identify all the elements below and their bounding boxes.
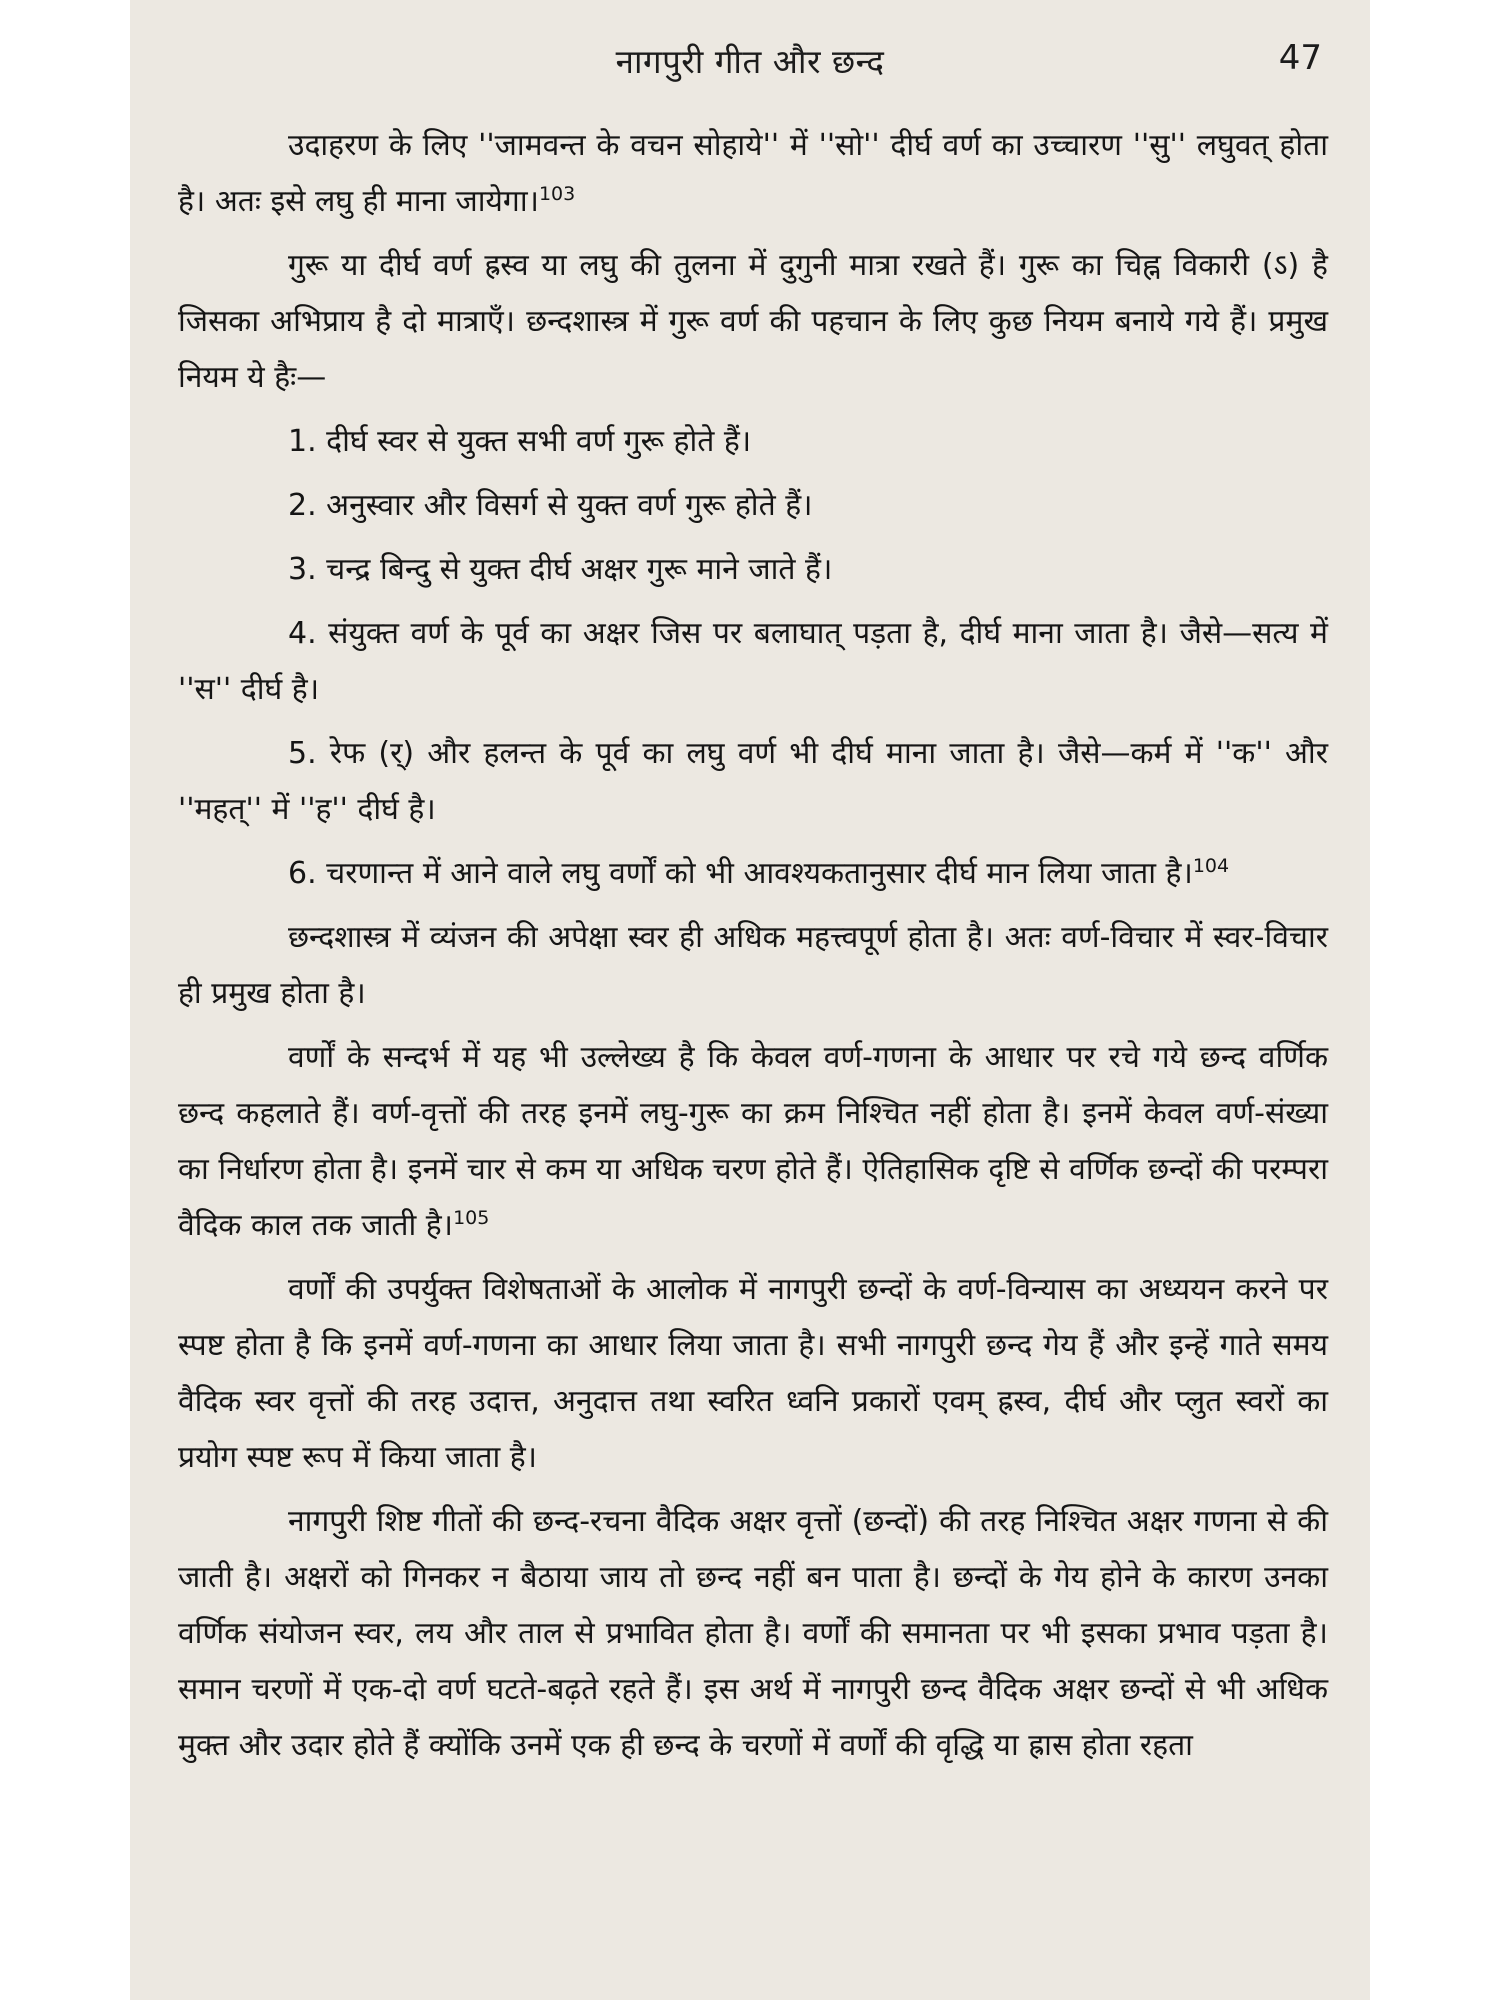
paragraph: नागपुरी शिष्ट गीतों की छन्द-रचना वैदिक अक्षर वृत्तों (छन्दों) की तरह निश्चित अक्षर गणना से की जाती है। अक्षरों को गिनकर न बैठाया जाय तो छन्द नहीं बन पाता है। छन्दों के गेय होने के कारण उनका वर्णिक संयोजन स्वर, लय और ताल से प्रभावित होता है। वर्णों की समानता पर भी इसका प्रभाव पड़ता है। समान चरणों में एक-दो वर्ण घटते-बढ़ते रहते हैं। इस अर्थ में नागपुरी छन्द वैदिक अक्षर छन्दों से भी अधिक मुक्त और उदार होते हैं क्योंकि उनमें एक ही छन्द के चरणों में वर्णों की वृद्धि या ह्रास होता रहता <box>178 1504 1328 1763</box>
paragraph: गुरू या दीर्घ वर्ण ह्रस्व या लघु की तुलना में दुगुनी मात्रा रखते हैं। गुरू का चिह्न विकारी (ऽ) है जिसका अभिप्राय है दो मात्राएँ। छन्दशास्त्र में गुरू वर्ण की पहचान के लिए कुछ नियम बनाये गये हैं। प्रमुख नियम ये हैः— <box>178 248 1328 395</box>
footnote-ref: 105 <box>453 1207 490 1229</box>
book-page <box>130 0 1370 2000</box>
paragraph: उदाहरण के लिए ''जामवन्त के वचन सोहाये'' में ''सो'' दीर्घ वर्ण का उच्चारण ''सु'' लघुवत् होता है। अतः इसे लघु ही माना जायेगा।$^{103}$ <box>178 128 1328 219</box>
page-number: 47 <box>1278 38 1322 78</box>
rule-item: 3. चन्द्र बिन्दु से युक्त दीर्घ अक्षर गुरू माने जाते हैं। <box>288 552 833 587</box>
rule-item: 1. दीर्घ स्वर से युक्त सभी वर्ण गुरू होते हैं। <box>288 424 752 459</box>
paragraph: वर्णों की उपर्युक्त विशेषताओं के आलोक में नागपुरी छन्दों के वर्ण-विन्यास का अध्ययन करने पर स्पष्ट होता है कि इनमें वर्ण-गणना का आधार लिया जाता है। सभी नागपुरी छन्द गेय हैं और इन्हें गाते समय वैदिक स्वर वृत्तों की तरह उदात्त, अनुदात्त तथा स्वरित ध्वनि प्रकारों एवम् ह्रस्व, दीर्घ और प्लुत स्वरों का प्रयोग स्पष्ट रूप में किया जाता है। <box>178 1272 1328 1475</box>
footnote-ref: 103 <box>538 183 576 205</box>
running-head: नागपुरी गीत और छन्द <box>615 42 885 81</box>
page-body <box>178 118 1328 1782</box>
rule-item: 5. रेफ (र्) और हलन्त के पूर्व का लघु वर्ण भी दीर्घ माना जाता है। जैसे—कर्म में ''क'' और ''महत्'' में ''ह'' दीर्घ है। <box>178 736 1328 827</box>
rule-item: 2. अनुस्वार और विसर्ग से युक्त वर्ण गुरू होते हैं। <box>288 488 813 523</box>
paragraph: छन्दशास्त्र में व्यंजन की अपेक्षा स्वर ही अधिक महत्त्वपूर्ण होता है। अतः वर्ण-विचार में स्वर-विचार ही प्रमुख होता है। <box>178 920 1328 1011</box>
rule-item: 6. चरणान्त में आने वाले लघु वर्णों को भी आवश्यकतानुसार दीर्घ मान लिया जाता है।$^{104}$ <box>288 855 1230 891</box>
page-header <box>130 38 1370 98</box>
rule-item: 4. संयुक्त वर्ण के पूर्व का अक्षर जिस पर बलाघात् पड़ता है, दीर्घ माना जाता है। जैसे—सत्य में ''स'' दीर्घ है। <box>178 616 1328 707</box>
footnote-ref: 104 <box>1192 855 1230 877</box>
paragraph: वर्णों के सन्दर्भ में यह भी उल्लेख्य है कि केवल वर्ण-गणना के आधार पर रचे गये छन्द वर्णिक छन्द कहलाते हैं। वर्ण-वृत्तों की तरह इनमें लघु-गुरू का क्रम निश्चित नहीं होता है। इनमें केवल वर्ण-संख्या का निर्धारण होता है। इनमें चार से कम या अधिक चरण होते हैं। ऐतिहासिक दृष्टि से वर्णिक छन्दों की परम्परा वैदिक काल तक जाती है।$^{105}$ <box>178 1040 1328 1243</box>
